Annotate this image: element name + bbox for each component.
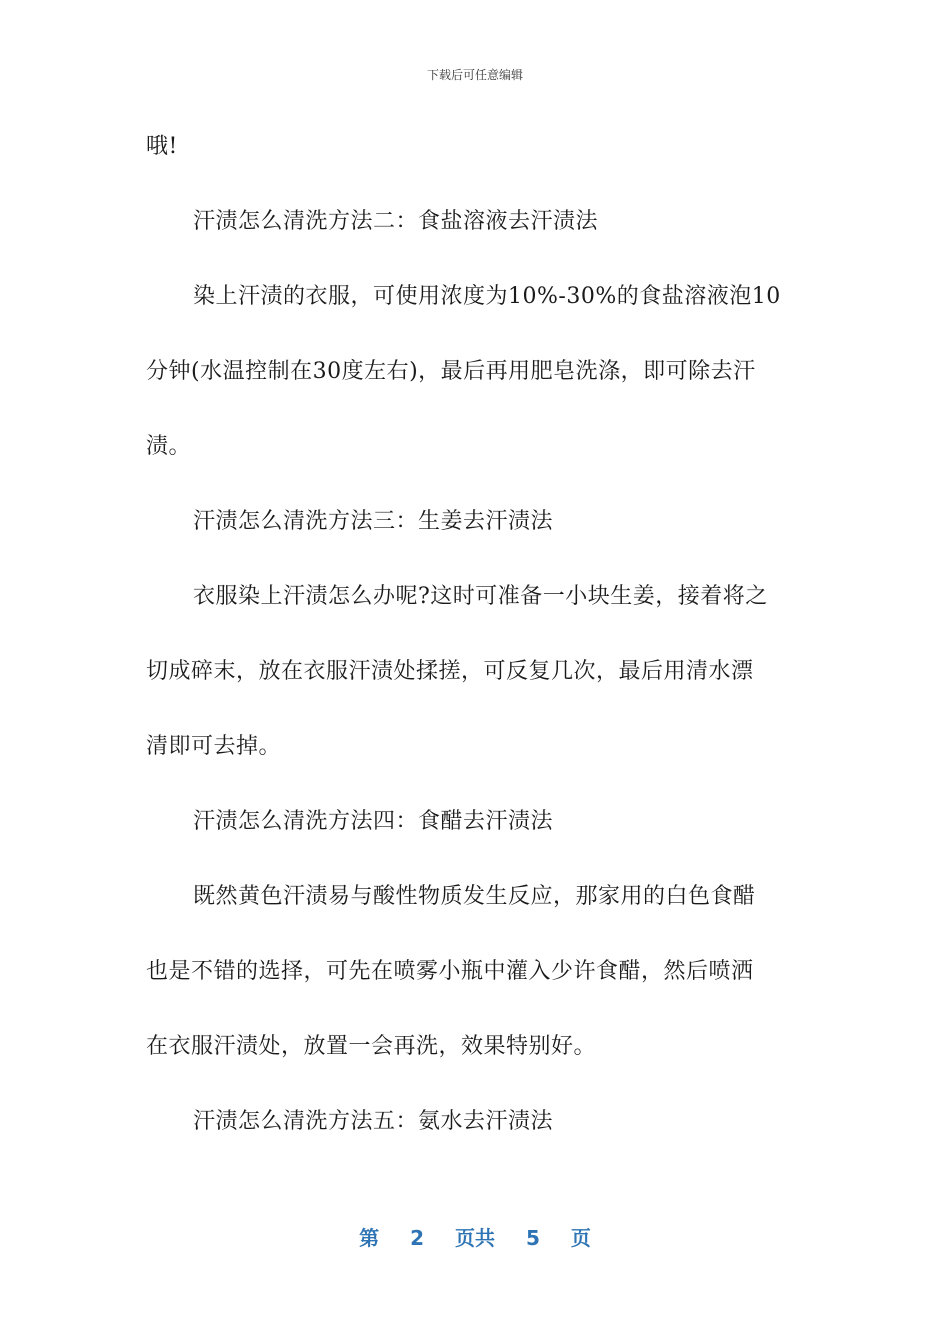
header-note: 下载后可任意编辑	[426, 68, 523, 82]
footer-page-number: 2	[410, 1226, 425, 1250]
document-body	[146, 122, 806, 1172]
footer-middle: 页共	[455, 1226, 495, 1250]
footer-suffix: 页	[570, 1226, 591, 1250]
paragraph-line: 也是不错的选择，可先在喷雾小瓶中灌入少许食醋，然后喷洒	[146, 959, 754, 984]
paragraph-line: 渍。	[146, 434, 192, 459]
paragraph-line: 分钟(水温控制在30度左右)，最后再用肥皂洗涤，即可除去汗	[146, 359, 756, 384]
section-heading: 汗渍怎么清洗方法二：食盐溶液去汗渍法	[193, 209, 599, 234]
paragraph-line: 切成碎末，放在衣服汗渍处揉搓，可反复几次，最后用清水漂	[146, 659, 754, 684]
section-heading: 汗渍怎么清洗方法五：氨水去汗渍法	[193, 1109, 554, 1134]
section-heading: 汗渍怎么清洗方法三：生姜去汗渍法	[193, 509, 554, 534]
paragraph-line: 衣服染上汗渍怎么办呢?这时可准备一小块生姜，接着将之	[193, 584, 768, 609]
paragraph-line: 既然黄色汗渍易与酸性物质发生反应，那家用的白色食醋	[193, 884, 756, 909]
section-heading: 汗渍怎么清洗方法四：食醋去汗渍法	[193, 809, 554, 834]
paragraph-line: 染上汗渍的衣服，可使用浓度为10%-30%的食盐溶液泡10	[193, 284, 781, 309]
paragraph-line: 哦!	[146, 134, 178, 159]
paragraph-line: 在衣服汗渍处，放置一会再洗，效果特别好。	[146, 1034, 597, 1059]
page-footer	[0, 1222, 950, 1251]
footer-total-pages: 5	[525, 1226, 540, 1250]
footer-prefix: 第	[359, 1226, 380, 1250]
paragraph-line: 清即可去掉。	[146, 734, 282, 759]
